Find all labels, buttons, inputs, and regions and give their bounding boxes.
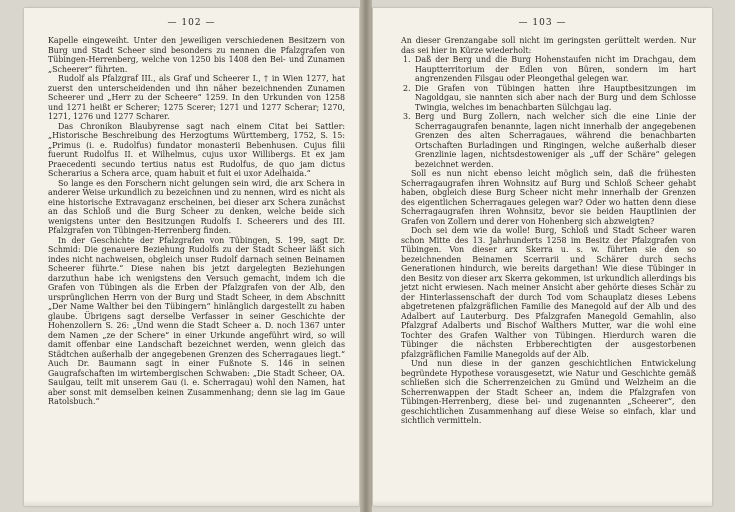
paragraph: So lange es den Forschern nicht gelungen sein wird, die arx Schera in anderer Weise urkundlich zu bezeichnen und zu nennen, wird es nicht als eine historische Extravaganz erscheinen, bei dieser arx Schera zunächst an das Schloß und die Burg Scheer zu denken, welche beide sich wenigstens unter den Besitzungen Rudolfs I. Scheerers und des III. Pfalzgrafen von Tübingen-Herrenberg finden. bbox=[48, 178, 345, 235]
left-page-text bbox=[48, 36, 345, 407]
paragraph: Soll es nun nicht ebenso leicht möglich sein, daß die frühesten Scherragaugrafen ihren Wohnsitz auf Burg und Schloß Scheer gehabt haben, obgleich diese Burg Scheer nicht mehr innerhalb der Grenzen des eigentlichen Scherragaues gelegen war? Oder wo hatten denn diese Scherragaugrafen ihren Wohnsitz, bevor sie beiden Hauptlinien der Grafen von Zollern und derer von Hohenberg sich abzweigten? bbox=[401, 169, 696, 226]
list-text: Daß der Berg und die Burg Hohenstaufen nicht im Drachgau, dem Hauptterritorium der Edlen von Büren, sondern im hart angrenzenden Filsgau oder Pleongethal gelegen war. bbox=[415, 55, 696, 83]
paragraph: Und nun diese in der ganzen geschichtlichen Entwickelung begründete Hypothese vorausgesetzt, wie Natur und Geschichte gemäß schließen sich die Scherrenzeichen zu Gmünd und Welzheim an die Scherrenwappen der Stadt Scheer an, indem die Pfalzgrafen von Tübingen-Herrenberg, diese bei- und zugenannten „Scheerer“, den geschichtlichen Zusammenhang auf diese Weise so einfach, klar und sichtlich vermitteln. bbox=[401, 359, 696, 425]
page-number-left: — 102 — bbox=[167, 18, 216, 28]
right-page-text bbox=[401, 36, 696, 426]
numbered-list bbox=[401, 55, 696, 169]
page-shadow bbox=[373, 500, 712, 506]
right-page bbox=[372, 8, 712, 506]
list-text: Berg und Burg Zollern, nach welcher sich die eine Linie der Scherragaugrafen benannte, lagen nicht innerhalb der angegebenen Grenzen des alten Scherragaues, während die benachbarten Ortschaften Burladingen und Ringingen, welche außerhalb dieser Grenzlinie lagen, nichtsdestoweniger als „uff der Schäre“ gelegen bezeichnet werden. bbox=[415, 112, 696, 169]
list-text: Die Grafen von Tübingen hatten ihre Hauptbesitzungen im Nagoldgau, sie nannten sich aber nach der Burg und dem Schlosse Twingia, welches im benachbarten Sülchgau lag. bbox=[415, 83, 696, 112]
paragraph: Kapelle eingeweiht. Unter den jeweiligen verschiedenen Besitzern von Burg und Stadt Scheer sind besonders zu nennen die Pfalzgrafen von Tübingen-Herrenberg, welche von 1250 bis 1408 den Bei- und Zunamen „Scheerer“ führten. bbox=[48, 36, 345, 74]
left-page bbox=[24, 8, 360, 506]
list-item bbox=[401, 112, 696, 169]
paragraph: An dieser Grenzangabe soll nicht im geringsten gerüttelt werden. Nur das sei hier in Kürze wiederholt: bbox=[401, 36, 696, 55]
book-gutter bbox=[360, 0, 372, 512]
paragraph: Doch sei dem wie da wolle! Burg, Schloß und Stadt Scheer waren schon Mitte des 13. Jahrhunderts 1258 im Besitz der Pfalzgrafen von Tübingen. Von dieser arx Skerra u. s. w. führten sie den so bezeichnenden Beinamen Scerrarii und Schärer durch sechs Generationen hindurch, wie bereits dargethan! Wie diese Tübinger in den Besitz von dieser arx Skerra gekommen, ist urkundlich allerdings bis jetzt nicht erwiesen. Nach meiner Ansicht aber gehörte dieses Schär zu der Hinterlassenschaft der durch Tod vom Schauplatz dieses Lebens abgetretenen pfalzgräflichen Familie des Manegold auf der Alb und des Adalbert auf Lauterburg. Des Pfalzgrafen Manegold Gemahlin, also Pfalzgraf Adalberts und Bischof Walthers Mutter, war die wohl eine Tochter des Grafen Walther von Tübingen. Hierdurch waren die Tübinger die nächsten Erbberechtigten der ausgestorbenen pfalzgräflichen Familie Manegolds auf der Alb. bbox=[401, 226, 696, 359]
list-number: 3. bbox=[403, 112, 411, 121]
paragraph: Rudolf als Pfalzgraf III., als Graf und Scheerer I., † in Wien 1277, hat zuerst den unterscheidenden und ihn näher bezeichnenden Zunamen Scheerer und „Herr zu der Scheere“ 1259. In den Urkunden von 1258 und 1271 heißt er Scherer; 1275 Scerer; 1271 und 1277 Scherar; 1270, 1271, 1276 und 1277 Scharer. bbox=[48, 74, 345, 121]
list-item bbox=[401, 84, 696, 113]
paragraph: Das Chronikon Blaubyrense sagt nach einem Citat bei Sattler: „Historische Beschreibung des Herzogtums Württemberg, 1752, S. 15: „Primus (i. e. Rudolfus) fundator monasterii Bebenhusen. Cujus filii fuerunt Rudolfus II. et Wilhelmus, cujus uxor Willibergs. Et ex jam Praecedenti secundo tertius natus est Rudolfus, de quo jam dictus Scherarius a Schera arce, quam habuit et fuit ei uxor Adelhaida.“ bbox=[48, 121, 345, 178]
paragraph: In der Geschichte der Pfalzgrafen von Tübingen, S. 199, sagt Dr. Schmid: Die genauere Beziehung Rudolfs zu der Stadt Scheer läßt sich indes nicht nachweisen, obgleich unser Rudolf darnach seinen Beinamen Scheerer führte.“ Diese nahen bis jetzt dargelegten Beziehungen darzuthun habe ich wenigstens den Versuch gemacht, indem ich die Grafen von Tübingen als die Erben der Pfalzgrafen von der Alb, den ursprünglichen Herrn von der Burg und Stadt Scheer, in dem Abschnitt „Der Name Walther bei den Tübingern“ hinlänglich dargestellt zu haben glaube. Übrigens sagt derselbe Verfasser in seiner Geschichte der Hohenzollern S. 26: „Und wenn die Stadt Scheer a. D. noch 1367 unter dem Namen „ze der Schere“ in einer Urkunde angeführt wird, so will damit offenbar eine Landschaft bezeichnet werden, wenn gleich das Städtchen außerhalb der angegebenen Grenzen des Scherragaues liegt.“ Auch Dr. Baumann sagt in einer Fußnote S. 146 in seinen Gaugrafschaften im wirtembergischen Schwaben: „Die Stadt Scheer, OA. Saulgau, teilt mit unserem Gau (i. e. Scherragau) wohl den Namen, hat aber sonst mit demselben keinen Zusammenhang; denn sie lag im Gaue Ratolsbuch.“ bbox=[48, 235, 345, 406]
list-number: 2. bbox=[403, 83, 411, 93]
list-number: 1. bbox=[403, 55, 411, 64]
page-number-right: — 103 — bbox=[518, 18, 567, 28]
page-shadow bbox=[24, 500, 359, 506]
list-item bbox=[401, 55, 696, 84]
